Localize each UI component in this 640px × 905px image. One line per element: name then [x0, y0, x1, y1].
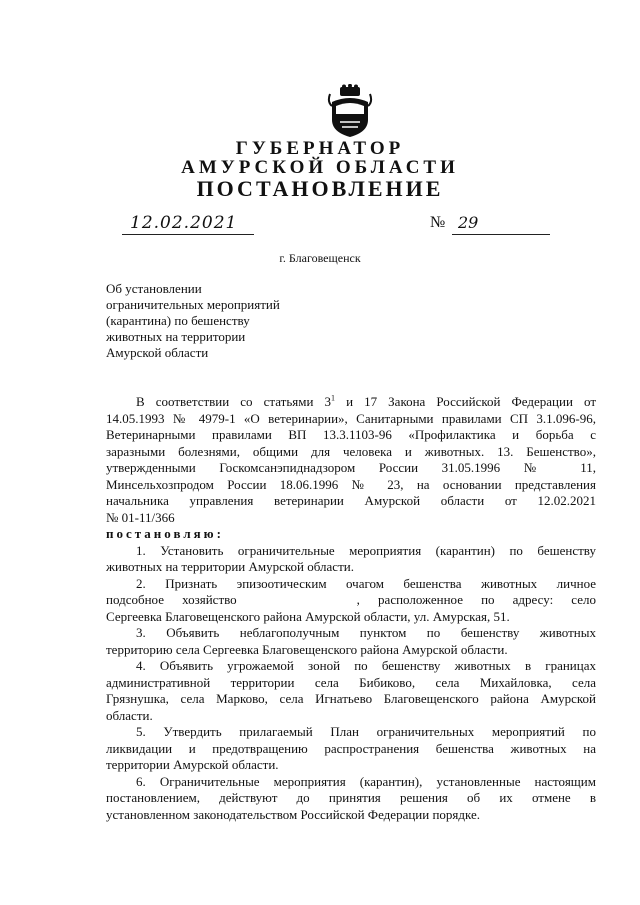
preamble-line: заразными болезнями, общими для человека и животных. 13. Бешенство», [106, 443, 596, 459]
city-name: г. Благовещенск [279, 251, 361, 265]
document-number: 29 [458, 213, 479, 232]
item-line: территории Амурской области. [106, 757, 279, 772]
governor-title: ГУБЕРНАТОР [235, 138, 405, 159]
item-line: 2. Признать эпизоотическим очагом бешенства животных личное [136, 575, 596, 591]
region-title: АМУРСКОЙ ОБЛАСТИ [181, 157, 459, 178]
number-sign: № [430, 214, 446, 231]
preamble-line: № 01-11/366 [106, 509, 175, 525]
coat-of-arms-emblem-icon [326, 84, 374, 138]
item-line: установленном законодательством Российской Федерации порядке. [106, 806, 481, 822]
preamble-line: Ветеринарными правилами ВП 13.3.1103-96 «Профилактика и борьба с [106, 427, 596, 442]
signing-date-field [122, 212, 254, 235]
item-line: ликвидации и предотвращению распространения бешенства животных на [106, 740, 596, 756]
preamble-line: В соответствии со статьями $3^1$ и 17 Закона Российской Федерации от [136, 393, 597, 409]
item-line: постановлением, действуют до принятия решения об их отмене в [106, 790, 596, 805]
item-line: области. [106, 707, 153, 723]
decree-word: постановляю: [106, 526, 224, 541]
item-line: подсобное хозяйство , расположенное по адресу: село [106, 592, 596, 607]
superscript: 1 [331, 393, 335, 403]
item-line: Грязнушка, села Марково, села Игнатьево Благовещенского района Амурской [106, 691, 596, 706]
item-line: 1. Установить ограничительные мероприятия (карантин) по бешенству [136, 542, 596, 558]
subject-line: ограничительных мероприятий [106, 297, 280, 312]
subject-line: Амурской области [106, 345, 209, 360]
document-number-field [452, 212, 550, 235]
subject-line: Об установлении [106, 281, 202, 296]
item-line: 5. Утвердить прилагаемый План ограничительных мероприятий по [136, 724, 596, 739]
preamble-line: начальника управления ветеринарии Амурской области от 12.02.2021 [106, 493, 596, 508]
preamble-line: 14.05.1993 № 4979-1 «О ветеринарии», Санитарными правилами СП 3.1.096-96, [106, 410, 596, 426]
subject-line: (карантина) по бешенству [106, 313, 250, 328]
item-line: животных на территории Амурской области. [106, 559, 354, 574]
preamble-line: утвержденными Госкомсанэпиднадзором России 31.05.1996 № 11, [106, 460, 596, 475]
item-line: административной территории села Бибиково, села Михайловка, села [106, 674, 596, 690]
document-type-title: ПОСТАНОВЛЕНИЕ [196, 176, 444, 201]
item-line: 4. Объявить угрожаемой зоной по бешенству животных в границах [136, 658, 596, 673]
signing-date: 12.02.2021 [130, 213, 238, 233]
item-line: 3. Объявить неблагополучным пунктом по бешенству животных [136, 625, 596, 640]
preamble-line: Минсельхозпродом России 18.06.1996 № 23, на основании представления [106, 476, 596, 492]
subject-block [106, 281, 326, 361]
subject-line: животных на территории [106, 329, 246, 344]
item-line: территорию села Сергеевка Благовещенского района Амурской области. [106, 641, 508, 657]
item-line: 6. Ограничительные мероприятия (карантин), установленные настоящим [136, 773, 596, 789]
document-body [106, 394, 596, 823]
item-line: Сергеевка Благовещенского района Амурской области, ул. Амурская, 51. [106, 608, 510, 624]
